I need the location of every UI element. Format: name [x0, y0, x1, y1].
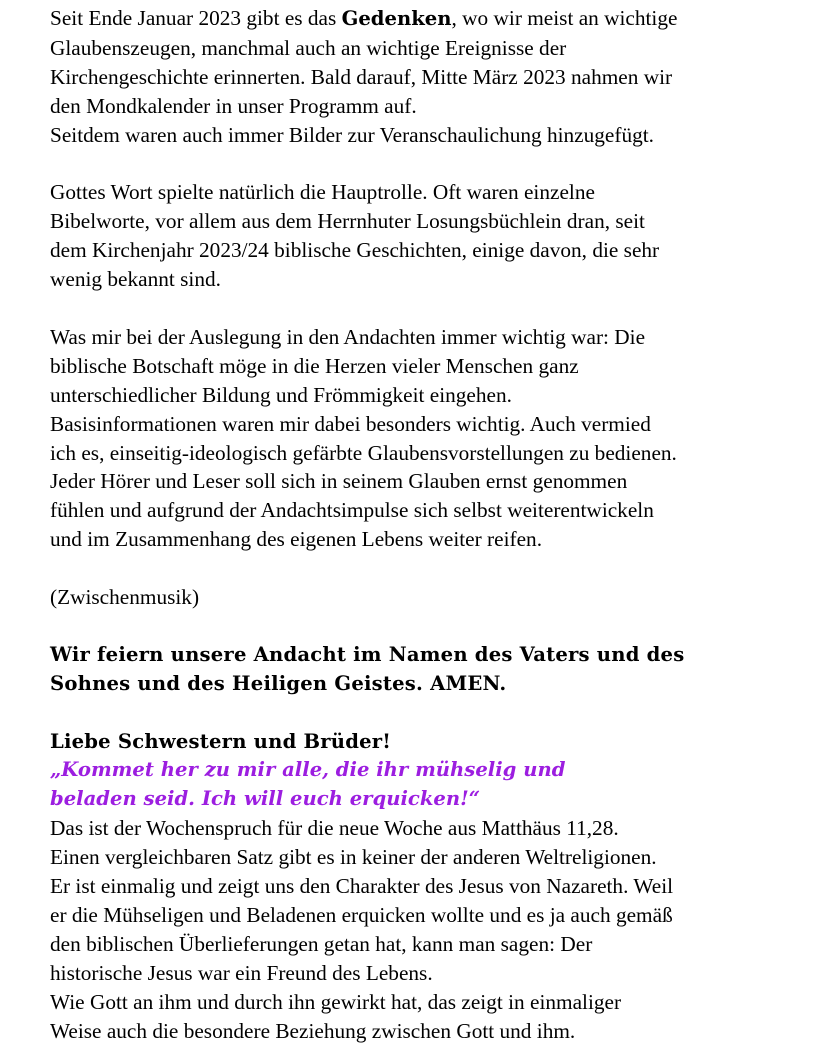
text-line: dem Kirchenjahr 2023/24 biblische Geschichten, einige davon, die sehr [50, 238, 660, 263]
invocation-line: Wir feiern unsere Andacht im Namen des Vaters und des [50, 642, 685, 666]
text-line: ich es, einseitig-ideologisch gefärbte Glaubensvorstellungen zu bedienen. [50, 440, 677, 465]
text-line: biblische Botschaft möge in die Herzen vieler Menschen ganz [50, 353, 579, 378]
gods-word-paragraph [50, 178, 810, 294]
text-line: wenig bekannt sind. [50, 267, 221, 292]
text-line: Einen vergleichbaren Satz gibt es in keiner der anderen Weltreligionen. [50, 845, 657, 870]
text-line: unterschiedlicher Bildung und Frömmigkeit eingehen. [50, 382, 512, 407]
weekly-verse-quote: „Kommet her zu mir alle, die ihr mühselig und [50, 758, 566, 782]
text-line: Kirchengeschichte erinnerten. Bald darauf, Mitte März 2023 nahmen wir [50, 64, 673, 89]
interlude-note [50, 583, 810, 612]
intro-paragraph [50, 4, 810, 150]
paragraph-gap [50, 699, 810, 728]
text-line: fühlen und aufgrund der Andachtsimpulse sich selbst weiterentwickeln [50, 498, 654, 523]
invocation [50, 641, 810, 699]
interlude-text: (Zwischenmusik) [50, 585, 200, 610]
greeting: Liebe Schwestern und Brüder! [50, 729, 392, 753]
text-line: Glaubenszeugen, manchmal auch an wichtige Ereignisse der [50, 35, 567, 60]
text-line: den biblischen Überlieferungen getan hat, kann man sagen: Der [50, 931, 593, 956]
text-line: Basisinformationen waren mir dabei besonders wichtig. Auch vermied [50, 411, 651, 436]
text-segment: , wo wir meist an wichtige [451, 6, 678, 30]
text-line: Bibelworte, vor allem aus dem Herrnhuter Losungsbüchlein dran, seit [50, 209, 645, 234]
paragraph-gap [50, 554, 810, 583]
paragraph-gap [50, 150, 810, 179]
sermon-section [50, 728, 810, 1046]
interpretation-paragraph [50, 323, 810, 554]
text-line: Er ist einmalig und zeigt uns den Charakter des Jesus von Nazareth. Weil [50, 874, 674, 899]
text-line: Das ist der Wochenspruch für die neue Woche aus Matthäus 11,28. [50, 816, 619, 841]
text-line: den Mondkalender in unser Programm auf. [50, 93, 417, 118]
gedenken-bold-word: Gedenken [341, 7, 452, 30]
text-line: Jeder Hörer und Leser soll sich in seinem Glauben ernst genommen [50, 469, 628, 494]
text-segment: Seit Ende Januar 2023 gibt es das [50, 6, 342, 30]
paragraph-gap [50, 612, 810, 641]
invocation-line: Sohnes und des Heiligen Geistes. AMEN. [50, 671, 507, 695]
document-page [50, 4, 810, 1046]
text-line: er die Mühseligen und Beladenen erquicken wollte und es ja auch gemäß [50, 903, 673, 928]
text-line: historische Jesus war ein Freund des Lebens. [50, 960, 433, 985]
weekly-verse-quote: beladen seid. Ich will euch erquicken!“ [50, 787, 480, 811]
text-line: Weise auch die besondere Beziehung zwischen Gott und ihm. [50, 1018, 576, 1043]
text-line: Seitdem waren auch immer Bilder zur Veranschaulichung hinzugefügt. [50, 122, 655, 147]
text-line [50, 4, 810, 34]
text-line: und im Zusammenhang des eigenen Lebens weiter reifen. [50, 527, 543, 552]
paragraph-gap [50, 294, 810, 323]
text-line: Gottes Wort spielte natürlich die Hauptrolle. Oft waren einzelne [50, 180, 595, 205]
text-line: Wie Gott an ihm und durch ihn gewirkt hat, das zeigt in einmaliger [50, 989, 622, 1014]
text-line: Was mir bei der Auslegung in den Andachten immer wichtig war: Die [50, 324, 646, 349]
